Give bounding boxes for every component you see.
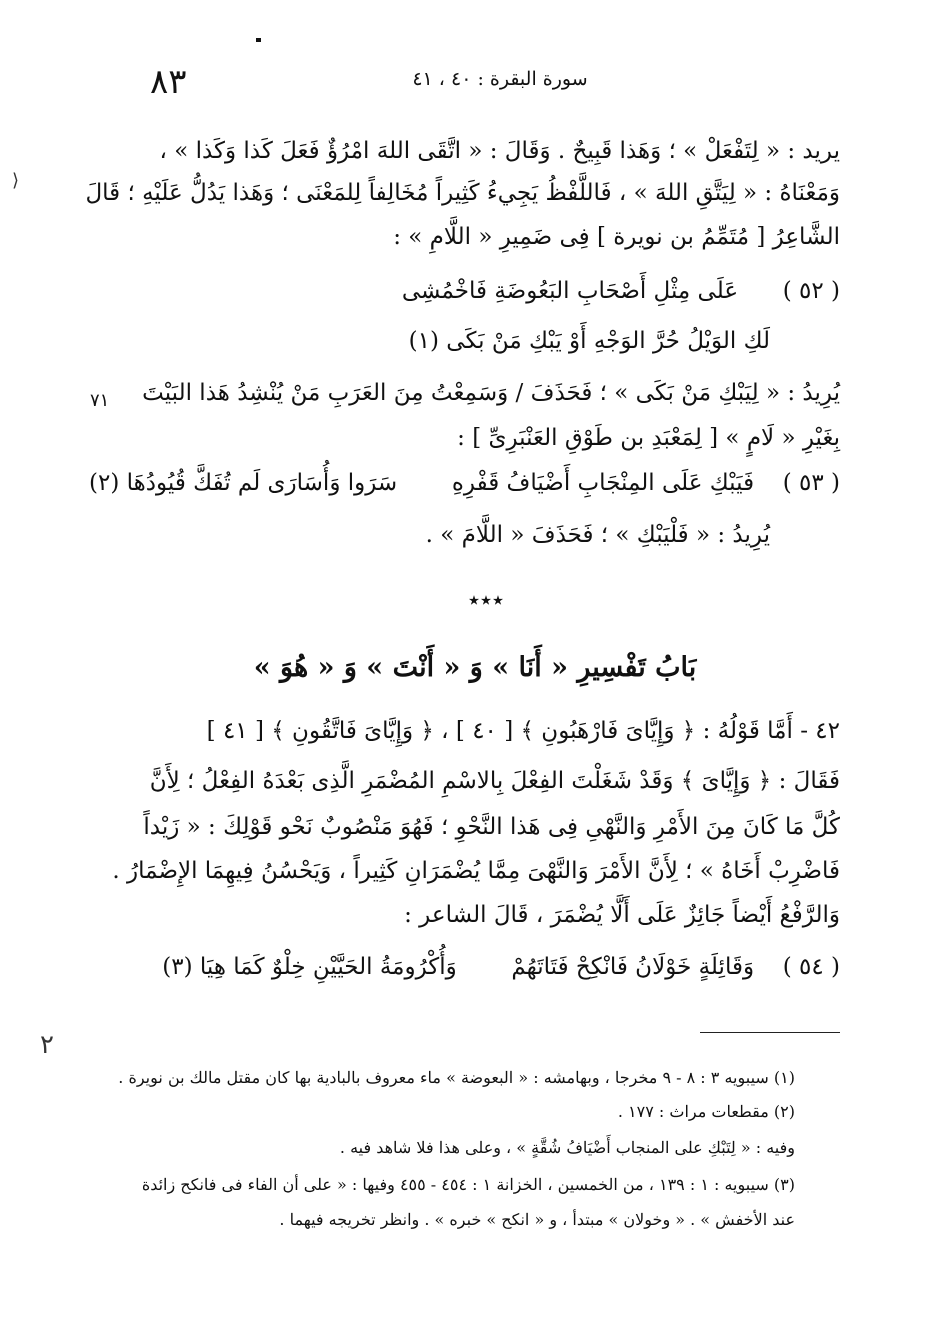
verse-hemistich: وَأُكْرُومَةُ الحَيَّيْنِ خِلْوٌ كَمَا هِيَا (٣) bbox=[162, 954, 457, 980]
verse-52-line2: لَكِ الوَيْلُ حُرَّ الوَجْهِ أَوْ يَبْكِ مَنْ بَكَى (١) bbox=[408, 328, 770, 354]
margin-number: ٧١ bbox=[90, 390, 110, 411]
page-number: ٨٣ bbox=[150, 62, 187, 102]
ink-dot bbox=[256, 38, 261, 42]
text-line: كُلَّ مَا كَانَ مِنَ الأَمْرِ وَالنَّهْىِ فِى هَذا النَّحْوِ ؛ فَهُوَ مَنْصُوبٌ نَحْو قَوْلِكَ : « زَيْداً bbox=[143, 814, 840, 840]
section-separator: ٭٭٭ bbox=[468, 588, 504, 613]
text-line: فَاضْرِبْ أَخَاهُ » ؛ لِأَنَّ الأَمْرَ وَالنَّهْىَ مِمَّا يُضْمَرَانِ كَثِيراً ، وَيَحْسُنُ فِيهِمَا الإِضْمَارُ . bbox=[112, 858, 840, 884]
verse-text: عَلَى مِثْلِ أَصْحَابِ البَعُوضَةِ فَاخْمُشِى bbox=[401, 278, 739, 304]
footnote: عند الأخفش » . « وخولان » مبتدأ ، و « انكح » خبره » . وانظر تخريجه فيهما . bbox=[279, 1210, 795, 1229]
footnote: (١) سيبويه ٣ : ٨ - ٩ مخرجا ، وبهامشه : « البعوضة » ماء معروف بالبادية بها كان مقتل مالك بن نويرة . bbox=[118, 1068, 795, 1087]
verse-53 bbox=[89, 470, 840, 496]
verse-54 bbox=[150, 954, 840, 980]
verse-hemistich: سَرَوا وَأُسَارَى لَم تُفَكَّ قُيُودُهَا (٢) bbox=[89, 470, 398, 496]
scan-mark: ٢ bbox=[40, 1030, 54, 1060]
verse-number: ( ٥٣ ) bbox=[782, 470, 840, 496]
scan-mark: ⟩ bbox=[12, 170, 20, 191]
text-line: يُرِيدُ : « فَلْيَبْكِ » ؛ فَحَذَفَ « اللَّامَ » . bbox=[425, 522, 770, 548]
verse-number: ( ٥٢ ) bbox=[782, 278, 840, 304]
verse-52-line1 bbox=[150, 278, 840, 304]
running-header: سورة البقرة : ٤٠ ، ٤١ bbox=[412, 68, 588, 90]
text-line: يريد : « لِتَفْعَلْ » ؛ وَهَذا قَبِيحٌ . وَقَالَ : « اتَّقَى اللهَ امْرُؤٌ فَعَلَ كَذا وَكَذا » ، bbox=[159, 138, 840, 164]
chapter-heading: بَابُ تَفْسِيرِ « أَنَا » وَ « أَنْتَ » وَ « هُوَ » bbox=[253, 652, 697, 683]
verse-number: ( ٥٤ ) bbox=[782, 954, 840, 980]
footnote-separator bbox=[700, 1032, 840, 1033]
footnote: (٢) مقطعات مراث : ١٧٧ . bbox=[617, 1102, 795, 1121]
text-line: فَقَالَ : ﴿ وَإِيَّاىَ ﴾ وَقَدْ شَغَلْتَ الفِعْلَ بِالاسْمِ المُضْمَرِ الَّذِى بَعْدَهُ الفِعْلُ ؛ لِأَنَّ bbox=[149, 768, 840, 794]
footnote: وفيه : « لِتَبْكِ على المنجاب أَضْيَافُ شُقَّةٍ » ، وعلى هذا فلا شاهد فيه . bbox=[339, 1138, 795, 1157]
text-line: وَمَعْنَاهُ : « لِيَتَّقِ اللهَ » ، فَاللَّفْظُ يَجِيءُ كَثِيراً مُخَالِفاً لِلمَعْنَى ؛ وَهَذا يَدُلُّ عَلَيْهِ ؛ قَالَ bbox=[85, 180, 840, 206]
footnote: (٣) سيبويه : ١ : ١٣٩ ، من الخمسين ، الخزانة ١ : ٤٥٤ - ٤٥٥ وفيها : « على أن الفاء فى فانكح زائدة bbox=[141, 1175, 795, 1194]
text-line: يُرِيدُ : « لِيَبْكِ مَنْ بَكَى » ؛ فَحَذَفَ / وَسَمِعْتُ مِنَ العَرَبِ مَنْ يُنْشِدُ هَذا البَيْتَ bbox=[142, 380, 840, 406]
verse-hemistich: فَيَبْكِ عَلَى المِنْجَابِ أَضْيَافُ قَفْرِهِ bbox=[451, 470, 755, 496]
text-line: وَالرَّفْعُ أَيْضاً جَائِزٌ عَلَى أَلَّا يُضْمَرَ ، قَالَ الشاعر : bbox=[404, 902, 840, 928]
text-line: بِغَيْرِ « لَامٍ » [ لِمَعْبَدِ بن طَوْقِ العَنْبَرِىِّ ] : bbox=[457, 425, 840, 451]
text-line: ٤٢ - أَمَّا قَوْلُهُ : ﴿ وَإِيَّاىَ فَارْهَبُونِ ﴾ [ ٤٠ ] ، ﴿ وَإِيَّاىَ فَاتَّقُونِ ﴾ [ ٤١ ] bbox=[206, 718, 840, 744]
text-line: الشَّاعِرُ [ مُتَمِّمُ بن نويرة ] فِى ضَمِيرِ « اللَّامِ » : bbox=[393, 224, 840, 250]
verse-hemistich: وَقَائِلَةٍ خَوْلَانُ فَانْكِحْ فَتَاتَهُمْ bbox=[511, 954, 755, 980]
